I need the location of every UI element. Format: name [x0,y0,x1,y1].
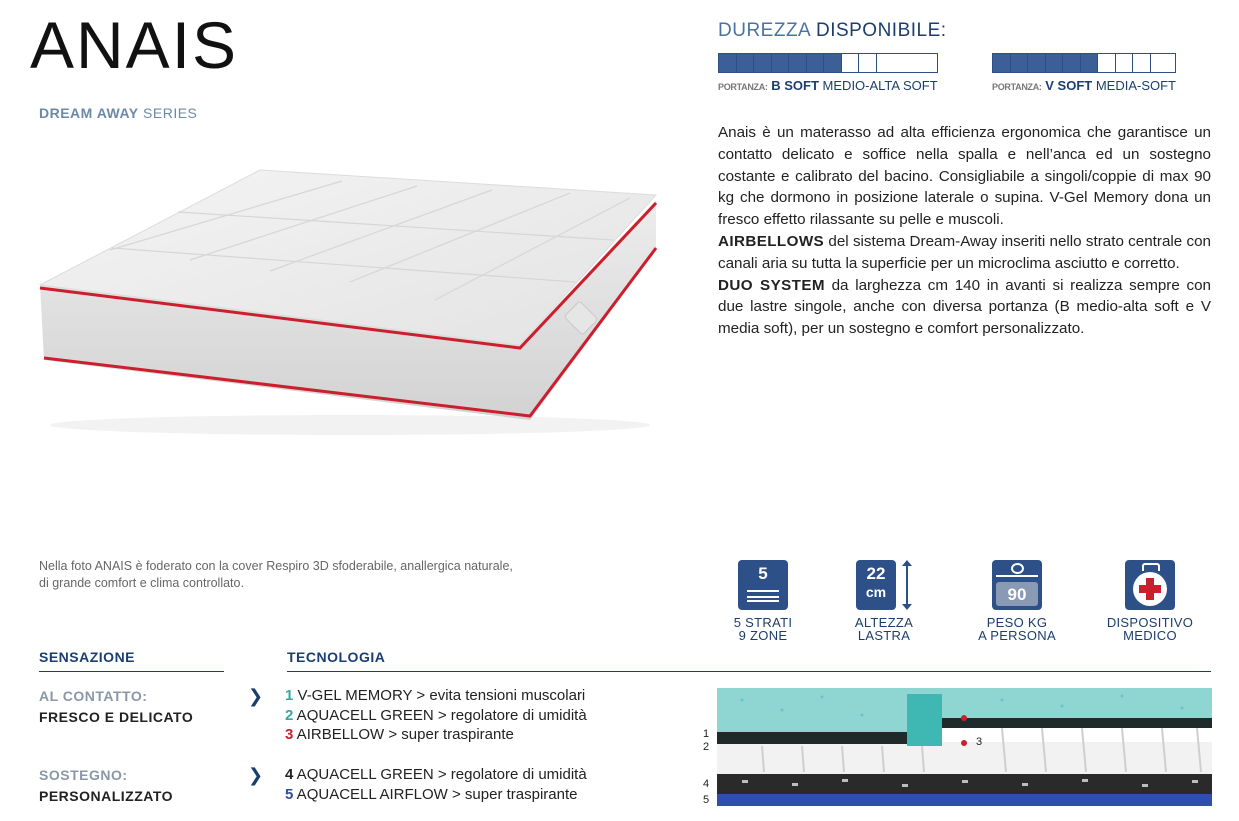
technology-item: 1 V-GEL MEMORY > evita tensioni muscolari [285,687,586,704]
caption-line: Nella foto ANAIS è foderato con la cover Respiro 3D sfoderabile, anallergica naturale, [39,559,513,573]
description-duo-system: DUO SYSTEM da larghezza cm 140 in avanti si realizza sempre con due lastre singole, anche con diversa portanza (B medio-alta soft e V media soft), per un sostegno e comfort personalizzato. [718,276,1211,338]
product-title: ANAIS [30,8,239,82]
series-label: DREAM AWAY SERIES [39,105,198,121]
chevron-right-icon: ❯ [248,686,264,706]
chevron-right-icon: ❯ [248,765,264,785]
layers-count: 5 [758,564,768,583]
weight-icon [992,560,1042,610]
layer-label: 3 [976,736,983,748]
technology-list-bottom [285,765,587,804]
gauge-cell [807,54,825,72]
description-intro: Anais è un materasso ad alta efficienza ergonomica che garantisce un contatto delicato e soffice nella spalla e nell’anca ed un sostegno costante e calibrato del bacino. Consigliabile a singoli/coppie di max 90 kg che dormono in posizione laterale o supina. V-Gel Memory dona un fresco effetto rilassante su pelle e muscoli. [718,124,1211,229]
feature-label: A PERSONA [978,628,1056,643]
technology-item: 4 AQUACELL GREEN > regolatore di umidità [285,766,587,783]
feature-label: 5 STRATI [733,615,793,630]
gauge-cell [754,54,772,72]
gauge-cell [1151,54,1169,72]
height-icon [856,560,896,610]
medical-kit-icon [1125,560,1175,610]
hardness-gauge-b [718,53,938,93]
feature-height [834,560,934,642]
technology-list-top [285,686,587,745]
gauge-cell [772,54,790,72]
gauge-cell [1133,54,1151,72]
layer-label: 4 [703,778,710,790]
feature-label: ALTEZZA [854,615,914,630]
feature-medical [1100,560,1200,642]
feature-label: LASTRA [857,628,911,643]
gauge-cell [1028,54,1046,72]
technology-item: 5 AQUACELL AIRFLOW > super traspirante [285,785,578,803]
sensation-heading: SENSAZIONE [39,649,136,665]
gauge-cell [859,54,877,72]
hardness-gauge-v [992,53,1176,93]
feature-layers [713,560,813,642]
layer-label: 1 [703,728,710,740]
feature-label: 9 ZONE [738,628,788,643]
layers-icon [738,560,788,610]
weight-value: 90 [1007,585,1027,604]
gauge-label: PORTANZA: V SOFT MEDIA-SOFT [992,78,1176,93]
contact-value: FRESCO E DELICATO [39,709,194,725]
product-description [718,122,1211,340]
description-airbellows: AIRBELLOWS del sistema Dream-Away inseriti nello strato centrale con canali aria su tutta la superficie per un microclima asciutto e corretto. [718,232,1211,272]
technology-heading: TECNOLOGIA [287,649,386,665]
gauge-cell [719,54,737,72]
gauge-bar [718,53,938,73]
gauge-cell [737,54,755,72]
gauge-cell [842,54,860,72]
gauge-cell [1063,54,1081,72]
gauge-cell [1081,54,1099,72]
height-unit: cm [865,584,887,600]
gauge-cell [1011,54,1029,72]
feature-label: MEDICO [1123,628,1177,643]
gauge-cell [1046,54,1064,72]
technology-item: 3 AIRBELLOW > super traspirante [285,726,514,743]
feature-label: PESO KG [986,615,1048,630]
gauge-bar [992,53,1176,73]
support-value: PERSONALIZZATO [39,788,174,804]
feature-label: DISPOSITIVO [1106,615,1194,630]
contact-label: AL CONTATTO: [39,688,148,704]
gauge-cell [993,54,1011,72]
feature-weight [967,560,1067,642]
gauge-cell [1098,54,1116,72]
technology-divider [287,671,1211,672]
caption-line: di grande comfort e clima controllato. [39,576,244,590]
height-value: 22 [866,564,886,583]
gauge-cell [824,54,842,72]
photo-caption [39,558,659,592]
hardness-title: DUREZZA DISPONIBILE: [718,20,947,41]
mattress-image [30,140,670,440]
layer-cross-section [702,688,1212,810]
gauge-cell [789,54,807,72]
gauge-label: PORTANZA: B SOFT MEDIO-ALTA SOFT [718,78,938,93]
layer-label: 5 [703,794,710,806]
gauge-cell [1116,54,1134,72]
sensation-divider [39,671,224,672]
technology-item: 2 AQUACELL GREEN > regolatore di umidità [285,706,587,724]
layer-label: 2 [703,741,710,753]
gauge-cell [877,54,895,72]
support-label: SOSTEGNO: [39,767,128,783]
